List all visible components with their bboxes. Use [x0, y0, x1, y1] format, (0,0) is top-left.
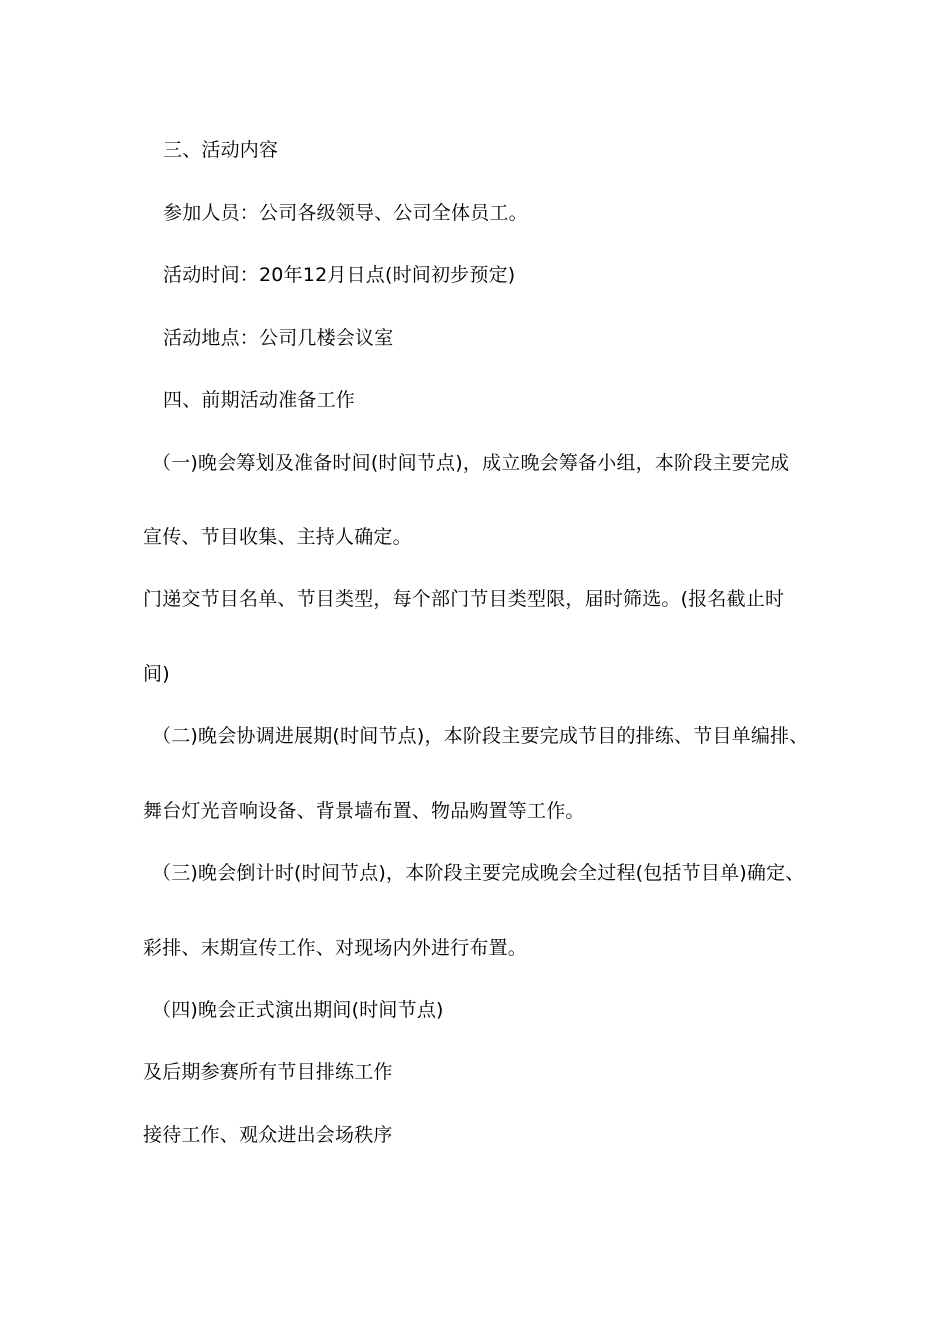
participants-line: 参加人员：公司各级领导、公司全体员工。 — [163, 202, 528, 224]
section-heading-activity-content: 三、活动内容 — [163, 139, 279, 161]
section-heading-preparation: 四、前期活动准备工作 — [163, 389, 356, 411]
paragraph-4-line-2: 彩排、末期宣传工作、对现场内外进行布置。 — [143, 937, 528, 959]
paragraph-2-line-2: 间) — [143, 663, 170, 685]
reception-work-line: 接待工作、观众进出会场秩序 — [143, 1124, 393, 1146]
paragraph-5-line-1: （四)晚会正式演出期间(时间节点) — [152, 999, 444, 1021]
paragraph-1-line-2: 宣传、节目收集、主持人确定。 — [143, 526, 412, 548]
activity-time-line: 活动时间：20年12月日点(时间初步预定) — [163, 264, 516, 286]
rehearsal-work-line: 及后期参赛所有节目排练工作 — [143, 1061, 393, 1083]
activity-location-line: 活动地点：公司几楼会议室 — [163, 327, 394, 349]
paragraph-3-line-2: 舞台灯光音响设备、背景墙布置、物品购置等工作。 — [143, 800, 585, 822]
paragraph-4-line-1: （三)晚会倒计时(时间节点)，本阶段主要完成晚会全过程(包括节目单)确定、 — [152, 862, 805, 884]
paragraph-2-line-1: 门递交节目名单、节目类型，每个部门节目类型限，届时筛选。(报名截止时 — [143, 588, 785, 610]
paragraph-3-line-1: （二)晚会协调进展期(时间节点)，本阶段主要完成节目的排练、节目单编排、 — [152, 725, 809, 747]
paragraph-1-line-1: （一)晚会筹划及准备时间(时间节点)，成立晚会筹备小组，本阶段主要完成 — [152, 452, 790, 474]
